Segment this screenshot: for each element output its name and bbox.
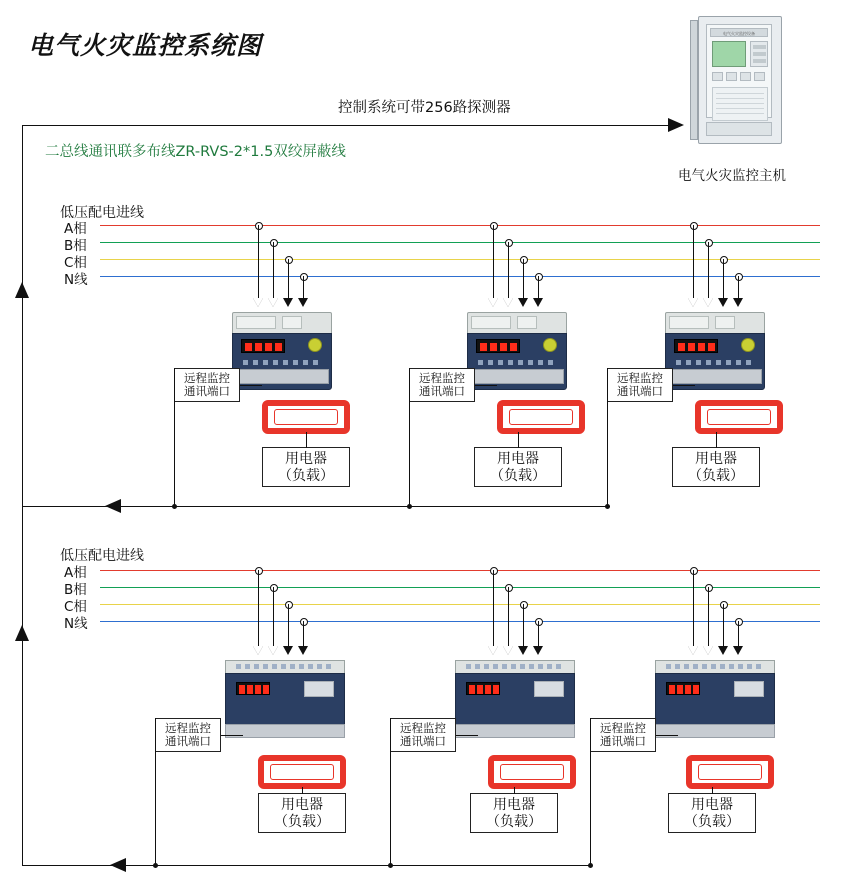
remote-port-line2-l3: 通讯端口 <box>600 734 646 748</box>
device-knob-u1[interactable] <box>308 338 322 352</box>
device-top-left-block-u2 <box>471 316 511 329</box>
device-led-row-l2 <box>466 664 566 669</box>
device-terminal-strip-u1 <box>237 369 329 384</box>
drop-arrow-n-u3 <box>733 298 743 307</box>
ct-load-link-u2 <box>518 432 519 448</box>
comm-arrow-upper <box>105 499 121 513</box>
device-led-row-u1 <box>243 360 321 365</box>
comm-drop-l1 <box>155 718 156 866</box>
drop-arrow-a-u1 <box>253 298 263 307</box>
phase-label-n-upper: N线 <box>64 272 88 288</box>
drop-arrow-b-l1 <box>268 646 278 655</box>
bus-trunk-horizontal <box>22 125 670 126</box>
drop-arrow-b-u3 <box>703 298 713 307</box>
device-display-l2 <box>466 682 500 695</box>
drop-a-l2 <box>493 570 494 646</box>
phase-line-c-lower <box>100 604 820 605</box>
ct-coil-u3 <box>695 400 783 434</box>
device-display-u2 <box>476 339 520 353</box>
load-line1-l1: 用电器 <box>281 797 323 813</box>
drop-b-l1 <box>273 587 274 646</box>
device-knob-u2[interactable] <box>543 338 557 352</box>
drop-arrow-b-l2 <box>503 646 513 655</box>
remote-port-box-u3 <box>607 368 673 402</box>
tap-node-c-u3 <box>720 256 728 264</box>
host-header-strip: 电气火灾监控设备 <box>710 28 768 37</box>
tap-node-n-u3 <box>735 273 743 281</box>
remote-port-line1-u1: 远程监控 <box>184 371 230 385</box>
tap-node-b-l1 <box>270 584 278 592</box>
load-line1-l2: 用电器 <box>493 797 535 813</box>
ct-load-link-l1 <box>302 787 303 794</box>
port-link-l3 <box>656 735 678 736</box>
device-display-u1 <box>241 339 285 353</box>
comm-drop-l3 <box>590 718 591 866</box>
detector-device-l1[interactable] <box>225 660 345 738</box>
remote-port-line1-u2: 远程监控 <box>419 371 465 385</box>
host-keypad[interactable] <box>750 41 768 67</box>
drop-arrow-c-u2 <box>518 298 528 307</box>
port-link-u2 <box>475 385 497 386</box>
ct-coil-u2 <box>497 400 585 434</box>
tap-node-c-u1 <box>285 256 293 264</box>
drop-n-l3 <box>738 621 739 646</box>
tap-node-b-l3 <box>705 584 713 592</box>
monitoring-host-panel[interactable] <box>698 16 782 144</box>
drop-a-l3 <box>693 570 694 646</box>
drop-n-u2 <box>538 276 539 298</box>
device-body-u3 <box>665 333 765 390</box>
load-line2-l1: （负载） <box>274 814 330 830</box>
device-body-l3 <box>655 673 775 725</box>
detector-device-u2[interactable] <box>467 312 567 390</box>
tap-node-b-u1 <box>270 239 278 247</box>
comm-junction-l3 <box>588 863 593 868</box>
comm-junction-u2 <box>407 504 412 509</box>
tap-node-b-u2 <box>505 239 513 247</box>
load-box-l3 <box>668 793 756 833</box>
drop-arrow-b-u1 <box>268 298 278 307</box>
phase-label-c-upper: C相 <box>64 255 87 271</box>
tap-node-n-l2 <box>535 618 543 626</box>
tap-node-a-u3 <box>690 222 698 230</box>
tap-node-a-l2 <box>490 567 498 575</box>
drop-a-u2 <box>493 225 494 298</box>
device-body-u2 <box>467 333 567 390</box>
bus-line-label: 二总线通讯联多布线ZR-RVS-2*1.5双绞屏蔽线 <box>45 144 346 160</box>
drop-n-u1 <box>303 276 304 298</box>
detector-device-u3[interactable] <box>665 312 765 390</box>
port-link-l2 <box>456 735 478 736</box>
drop-a-l1 <box>258 570 259 646</box>
drop-arrow-c-l1 <box>283 646 293 655</box>
device-body-u1 <box>232 333 332 390</box>
comm-drop-u1 <box>174 368 175 506</box>
drop-n-u3 <box>738 276 739 298</box>
comm-drop-l2 <box>390 718 391 866</box>
drop-b-u1 <box>273 242 274 298</box>
load-box-l2 <box>470 793 558 833</box>
load-box-u1 <box>262 447 350 487</box>
detector-device-u1[interactable] <box>232 312 332 390</box>
phase-label-b-lower: B相 <box>64 582 87 598</box>
drop-arrow-a-l3 <box>688 646 698 655</box>
tap-node-a-u1 <box>255 222 263 230</box>
drop-a-u1 <box>258 225 259 298</box>
remote-port-line1-l2: 远程监控 <box>400 721 446 735</box>
comm-junction-l1 <box>153 863 158 868</box>
drop-b-l3 <box>708 587 709 646</box>
drop-c-l1 <box>288 604 289 646</box>
ct-load-link-u1 <box>306 432 307 448</box>
device-top-cover-l3 <box>655 660 775 674</box>
load-line2-u2: （负载） <box>490 468 546 484</box>
tap-node-b-u3 <box>705 239 713 247</box>
device-top-right-block-u1 <box>282 316 302 329</box>
tap-node-n-u2 <box>535 273 543 281</box>
drop-arrow-c-u1 <box>283 298 293 307</box>
bus-trunk-vertical <box>22 125 23 865</box>
drop-arrow-b-u2 <box>503 298 513 307</box>
host-vent-grill <box>712 87 768 121</box>
device-led-row-u2 <box>478 360 556 365</box>
device-display-l1 <box>236 682 270 695</box>
drop-b-l2 <box>508 587 509 646</box>
drop-n-l2 <box>538 621 539 646</box>
drop-arrow-c-l3 <box>718 646 728 655</box>
drop-arrow-n-u2 <box>533 298 543 307</box>
phase-line-n-lower <box>100 621 820 622</box>
bus-arrow-up-upper <box>15 282 29 298</box>
remote-port-line2-u1: 通讯端口 <box>184 384 230 398</box>
drop-arrow-b-l3 <box>703 646 713 655</box>
drop-b-u2 <box>508 242 509 298</box>
drop-a-u3 <box>693 225 694 298</box>
drop-arrow-c-u3 <box>718 298 728 307</box>
tap-node-a-u2 <box>490 222 498 230</box>
phase-line-a-upper <box>100 225 820 226</box>
drop-arrow-n-l1 <box>298 646 308 655</box>
comm-drop-u2 <box>409 368 410 506</box>
detector-device-l2[interactable] <box>455 660 575 738</box>
device-body-l2 <box>455 673 575 725</box>
incoming-label-lower: 低压配电进线 <box>60 548 144 564</box>
device-top-left-block-u1 <box>236 316 276 329</box>
host-button-row[interactable] <box>712 72 768 82</box>
device-knob-u3[interactable] <box>741 338 755 352</box>
host-caption: 电气火灾监控主机 <box>678 168 786 184</box>
ct-coil-l3 <box>686 755 774 789</box>
remote-port-line2-u2: 通讯端口 <box>419 384 465 398</box>
host-front-face <box>706 24 772 118</box>
device-control-panel-l2[interactable] <box>534 681 564 697</box>
device-led-row-u3 <box>676 360 754 365</box>
ct-load-link-l2 <box>514 787 515 794</box>
phase-label-a-upper: A相 <box>64 221 87 237</box>
page-title: 电气火灾监控系统图 <box>28 31 263 60</box>
phase-line-c-upper <box>100 259 820 260</box>
device-top-cover-l1 <box>225 660 345 674</box>
remote-port-line1-l3: 远程监控 <box>600 721 646 735</box>
comm-junction-u3 <box>605 504 610 509</box>
remote-port-box-u2 <box>409 368 475 402</box>
load-line2-u3: （负载） <box>688 468 744 484</box>
drop-arrow-n-l2 <box>533 646 543 655</box>
host-lcd-screen <box>712 41 746 67</box>
device-top-right-block-u2 <box>517 316 537 329</box>
device-control-panel-l3[interactable] <box>734 681 764 697</box>
ct-load-link-u3 <box>716 432 717 448</box>
tap-node-c-l1 <box>285 601 293 609</box>
device-body-l1 <box>225 673 345 725</box>
drop-arrow-c-l2 <box>518 646 528 655</box>
load-box-l1 <box>258 793 346 833</box>
load-line1-u2: 用电器 <box>497 451 539 467</box>
load-line2-l2: （负载） <box>486 814 542 830</box>
comm-collector-lower <box>22 865 592 866</box>
drop-arrow-a-u2 <box>488 298 498 307</box>
drop-c-l3 <box>723 604 724 646</box>
detector-device-l3[interactable] <box>655 660 775 738</box>
tap-node-a-l1 <box>255 567 263 575</box>
load-line2-u1: （负载） <box>278 468 334 484</box>
tap-node-a-l3 <box>690 567 698 575</box>
host-base <box>706 122 772 136</box>
ct-coil-l2 <box>488 755 576 789</box>
ct-load-link-l3 <box>712 787 713 794</box>
drop-c-u2 <box>523 259 524 298</box>
remote-port-box-u1 <box>174 368 240 402</box>
remote-port-line2-l1: 通讯端口 <box>165 734 211 748</box>
incoming-label-upper: 低压配电进线 <box>60 205 144 221</box>
tap-node-c-u2 <box>520 256 528 264</box>
remote-port-line2-l2: 通讯端口 <box>400 734 446 748</box>
load-box-u3 <box>672 447 760 487</box>
comm-junction-l2 <box>388 863 393 868</box>
device-display-u3 <box>674 339 718 353</box>
tap-node-c-l2 <box>520 601 528 609</box>
device-top-cover-l2 <box>455 660 575 674</box>
remote-port-box-l1 <box>155 718 221 752</box>
host-side-panel <box>690 20 698 140</box>
remote-port-line2-u3: 通讯端口 <box>617 384 663 398</box>
remote-port-box-l2 <box>390 718 456 752</box>
phase-label-n-lower: N线 <box>64 616 88 632</box>
device-led-row-l3 <box>666 664 766 669</box>
tap-node-n-l3 <box>735 618 743 626</box>
phase-line-n-upper <box>100 276 820 277</box>
tap-node-c-l3 <box>720 601 728 609</box>
device-control-panel-l1[interactable] <box>304 681 334 697</box>
phase-label-a-lower: A相 <box>64 565 87 581</box>
drop-c-l2 <box>523 604 524 646</box>
load-line1-u1: 用电器 <box>285 451 327 467</box>
drop-c-u3 <box>723 259 724 298</box>
port-link-l1 <box>221 735 243 736</box>
phase-line-a-lower <box>100 570 820 571</box>
port-link-u1 <box>240 385 262 386</box>
comm-arrow-lower <box>110 858 126 872</box>
drop-n-l1 <box>303 621 304 646</box>
drop-arrow-n-l3 <box>733 646 743 655</box>
device-base-l1 <box>225 724 345 738</box>
drop-arrow-n-u1 <box>298 298 308 307</box>
tap-node-b-l2 <box>505 584 513 592</box>
tap-node-n-u1 <box>300 273 308 281</box>
capacity-note: 控制系统可带256路探测器 <box>338 100 511 116</box>
device-terminal-strip-u3 <box>670 369 762 384</box>
device-display-l3 <box>666 682 700 695</box>
load-line1-u3: 用电器 <box>695 451 737 467</box>
comm-junction-u1 <box>172 504 177 509</box>
comm-drop-u3 <box>607 368 608 506</box>
bus-arrow-to-host <box>668 118 684 132</box>
remote-port-box-l3 <box>590 718 656 752</box>
port-link-u3 <box>673 385 695 386</box>
device-top-right-block-u3 <box>715 316 735 329</box>
drop-arrow-a-u3 <box>688 298 698 307</box>
load-box-u2 <box>474 447 562 487</box>
ct-coil-u1 <box>262 400 350 434</box>
drop-arrow-a-l1 <box>253 646 263 655</box>
device-top-left-block-u3 <box>669 316 709 329</box>
remote-port-line1-l1: 远程监控 <box>165 721 211 735</box>
drop-c-u1 <box>288 259 289 298</box>
device-terminal-strip-u2 <box>472 369 564 384</box>
phase-label-c-lower: C相 <box>64 599 87 615</box>
tap-node-n-l1 <box>300 618 308 626</box>
drop-arrow-a-l2 <box>488 646 498 655</box>
remote-port-line1-u3: 远程监控 <box>617 371 663 385</box>
device-led-row-l1 <box>236 664 336 669</box>
phase-label-b-upper: B相 <box>64 238 87 254</box>
load-line2-l3: （负载） <box>684 814 740 830</box>
load-line1-l3: 用电器 <box>691 797 733 813</box>
ct-coil-l1 <box>258 755 346 789</box>
drop-b-u3 <box>708 242 709 298</box>
bus-arrow-up-lower <box>15 625 29 641</box>
